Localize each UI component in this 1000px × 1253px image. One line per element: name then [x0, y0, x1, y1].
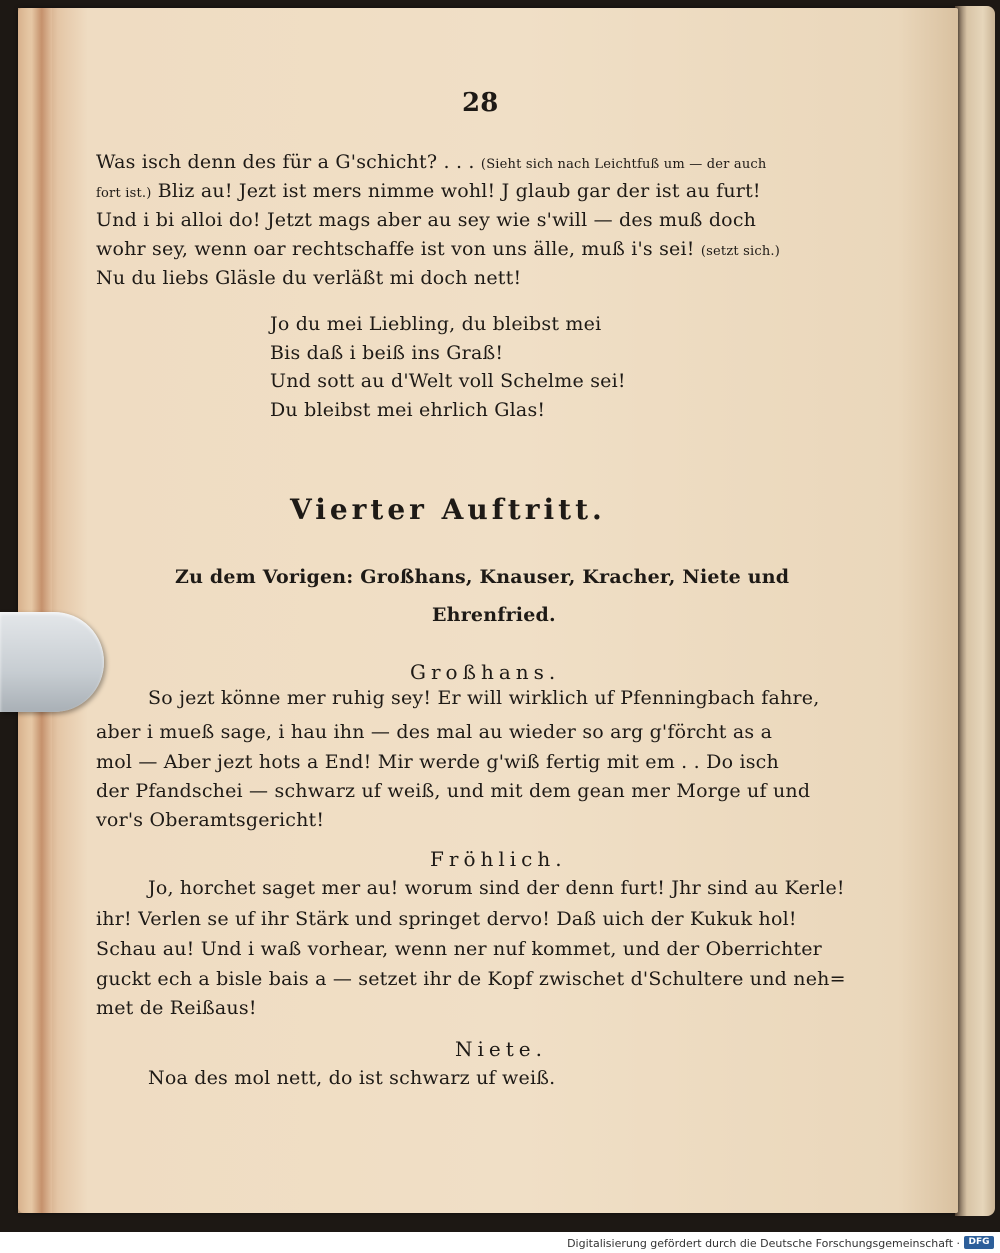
speech-line: Jo, horchet saget mer au! worum sind der denn furt! Jhr sind au Kerle!: [148, 877, 845, 899]
speaker-name: Fröhlich.: [430, 847, 567, 871]
speech-line: mol — Aber jezt hots a End! Mir werde g'wiß fertig mit em . . Do isch: [96, 751, 779, 773]
text-segment: wohr sey, wenn oar rechtschaffe ist von uns älle, muß i's sei!: [96, 238, 695, 260]
verse-line: Du bleibst mei ehrlich Glas!: [270, 399, 546, 421]
text-segment: Was isch denn des für a G'schicht? . . .: [96, 151, 475, 173]
cast-line: Ehrenfried.: [432, 604, 556, 626]
speech-line: Noa des mol nett, do ist schwarz uf weiß.: [148, 1067, 556, 1089]
cast-line: Zu dem Vorigen: Großhans, Knauser, Kracher, Niete und: [175, 566, 790, 588]
speech-line: Schau au! Und i waß vorhear, wenn ner nuf kommet, und der Oberrichter: [96, 938, 822, 960]
text-segment: Bliz au! Jezt ist mers nimme wohl! J glaub gar der ist au furt!: [157, 180, 761, 202]
stage-direction: (setzt sich.): [700, 244, 781, 259]
dfg-logo: DFG: [964, 1236, 994, 1249]
speech-line: vor's Oberamtsgericht!: [96, 809, 325, 831]
speech-line: ihr! Verlen se uf ihr Stärk und springet dervo! Daß uich der Kukuk hol!: [96, 908, 797, 930]
stage-direction: fort ist.): [96, 186, 152, 201]
speech-line: der Pfandschei — schwarz uf weiß, und mit dem gean mer Morge uf und: [96, 780, 811, 802]
back-page-edge: [955, 6, 995, 1216]
scene-heading: Vierter Auftritt.: [290, 493, 606, 526]
page-number: 28: [462, 88, 499, 118]
speaker-name: Niete.: [455, 1037, 547, 1061]
page-clip: [0, 612, 104, 712]
speech-line: aber i mueß sage, i hau ihn — des mal au wieder so arg g'förcht as a: [96, 721, 773, 743]
verse-line: Und sott au d'Welt voll Schelme sei!: [270, 370, 626, 392]
verse-line: Bis daß i beiß ins Graß!: [270, 342, 504, 364]
speech-line: met de Reißaus!: [96, 997, 257, 1019]
text-line: [96, 148, 766, 179]
text-line: [96, 177, 761, 208]
footer-credit: Digitalisierung gefördert durch die Deutsche Forschungsgemeinschaft ·: [567, 1237, 960, 1250]
speech-line: guckt ech a bisle bais a — setzet ihr de Kopf zwischet d'Schultere und neh=: [96, 968, 846, 990]
verse-line: Jo du mei Liebling, du bleibst mei: [270, 313, 602, 335]
stage-direction: (Sieht sich nach Leichtfuß um — der auch: [480, 157, 767, 172]
text-line: Nu du liebs Gläsle du verläßt mi doch nett!: [96, 267, 522, 289]
speech-line: So jezt könne mer ruhig sey! Er will wirklich uf Pfenningbach fahre,: [148, 687, 820, 709]
text-line: Und i bi alloi do! Jetzt mags aber au sey wie s'will — des muß doch: [96, 209, 757, 231]
page-binding-edge: [18, 8, 52, 1213]
text-line: [96, 235, 780, 266]
speaker-name: Großhans.: [410, 660, 561, 684]
